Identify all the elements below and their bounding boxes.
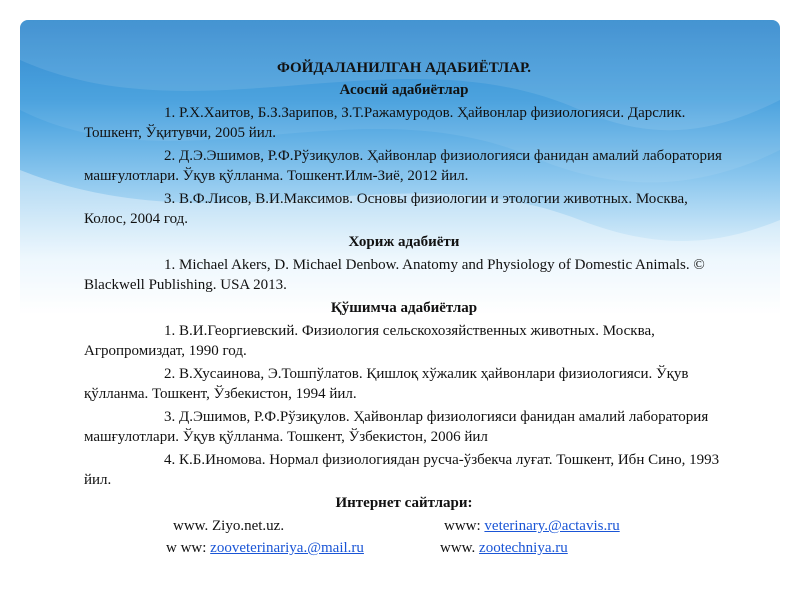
site-prefix: www: (444, 518, 485, 534)
links-row-1 (84, 516, 724, 536)
reference-item: 3. Д.Эшимов, Р.Ф.Рўзиқулов. Ҳайвонлар физиологияси фанидан амалий лаборатория машғулотлари. Ўқув қўлланма. Тошкент, Ўзбекистон, 2006 йил (84, 409, 709, 445)
site-text-ziyo: www. Ziyo.net.uz. (173, 518, 285, 534)
site-prefix: w ww: (166, 540, 211, 556)
reference-item: 1. Michael Akers, D. Michael Denbow. Anatomy and Physiology of Domestic Animals. © Blackwell Publishing. USA 2013. (84, 257, 705, 293)
reference-item: 2. В.Хусаинова, Э.Тошпўлатов. Қишлоқ хўжалик ҳайвонлари физиологияси. Ўқув қўлланма. Тошкент, Ўзбекистон, 1994 йил. (84, 366, 689, 402)
section-heading-extra: Қўшимча адабиётлар (330, 300, 478, 316)
links-row-2 (84, 538, 724, 558)
site-entry-zooveterinariya (166, 538, 364, 558)
link-zootechniya[interactable]: zootechniya.ru (479, 540, 568, 556)
slide (20, 20, 780, 586)
section-heading-internet: Интернет сайтлари: (335, 495, 473, 511)
reference-item: 3. В.Ф.Лисов, В.И.Максимов. Основы физиологии и этологии животных. Москва, Колос, 2004 год. (84, 191, 688, 227)
reference-item: 1. Р.Х.Хаитов, Б.З.Зарипов, З.Т.Ражамуродов. Ҳайвонлар физиологияси. Дарслик. Тошкент, Ўқитувчи, 2005 йил. (84, 105, 686, 141)
reference-item: 2. Д.Э.Эшимов, Р.Ф.Рўзиқулов. Ҳайвонлар физиологияси фанидан амалий лаборатория машғулотлари. Ўқув қўлланма. Тошкент.Илм-Зиё, 2012 йил. (84, 148, 722, 184)
references-content (84, 56, 724, 560)
internet-links (84, 516, 724, 560)
page-title: ФОЙДАЛАНИЛГАН АДАБИЁТЛАР. (276, 60, 532, 76)
site-entry-veterinary (444, 516, 620, 536)
link-zooveterinariya[interactable]: zooveterinariya.@mail.ru (210, 540, 364, 556)
section-heading-main: Асосий адабиётлар (339, 82, 469, 98)
section-heading-foreign: Хориж адабиёти (348, 234, 460, 250)
reference-item: 4. К.Б.Иномова. Нормал физиологиядан русча-ўзбекча луғат. Тошкент, Ибн Сино, 1993 йил. (84, 452, 720, 488)
link-veterinary[interactable]: veterinary.@actavis.ru (484, 518, 620, 534)
reference-item: 1. В.И.Георгиевский. Физиология сельскохозяйственных животных. Москва, Агропромиздат, 1990 год. (84, 323, 655, 359)
site-prefix: www. (440, 540, 480, 556)
site-entry-zootechniya (440, 538, 568, 558)
